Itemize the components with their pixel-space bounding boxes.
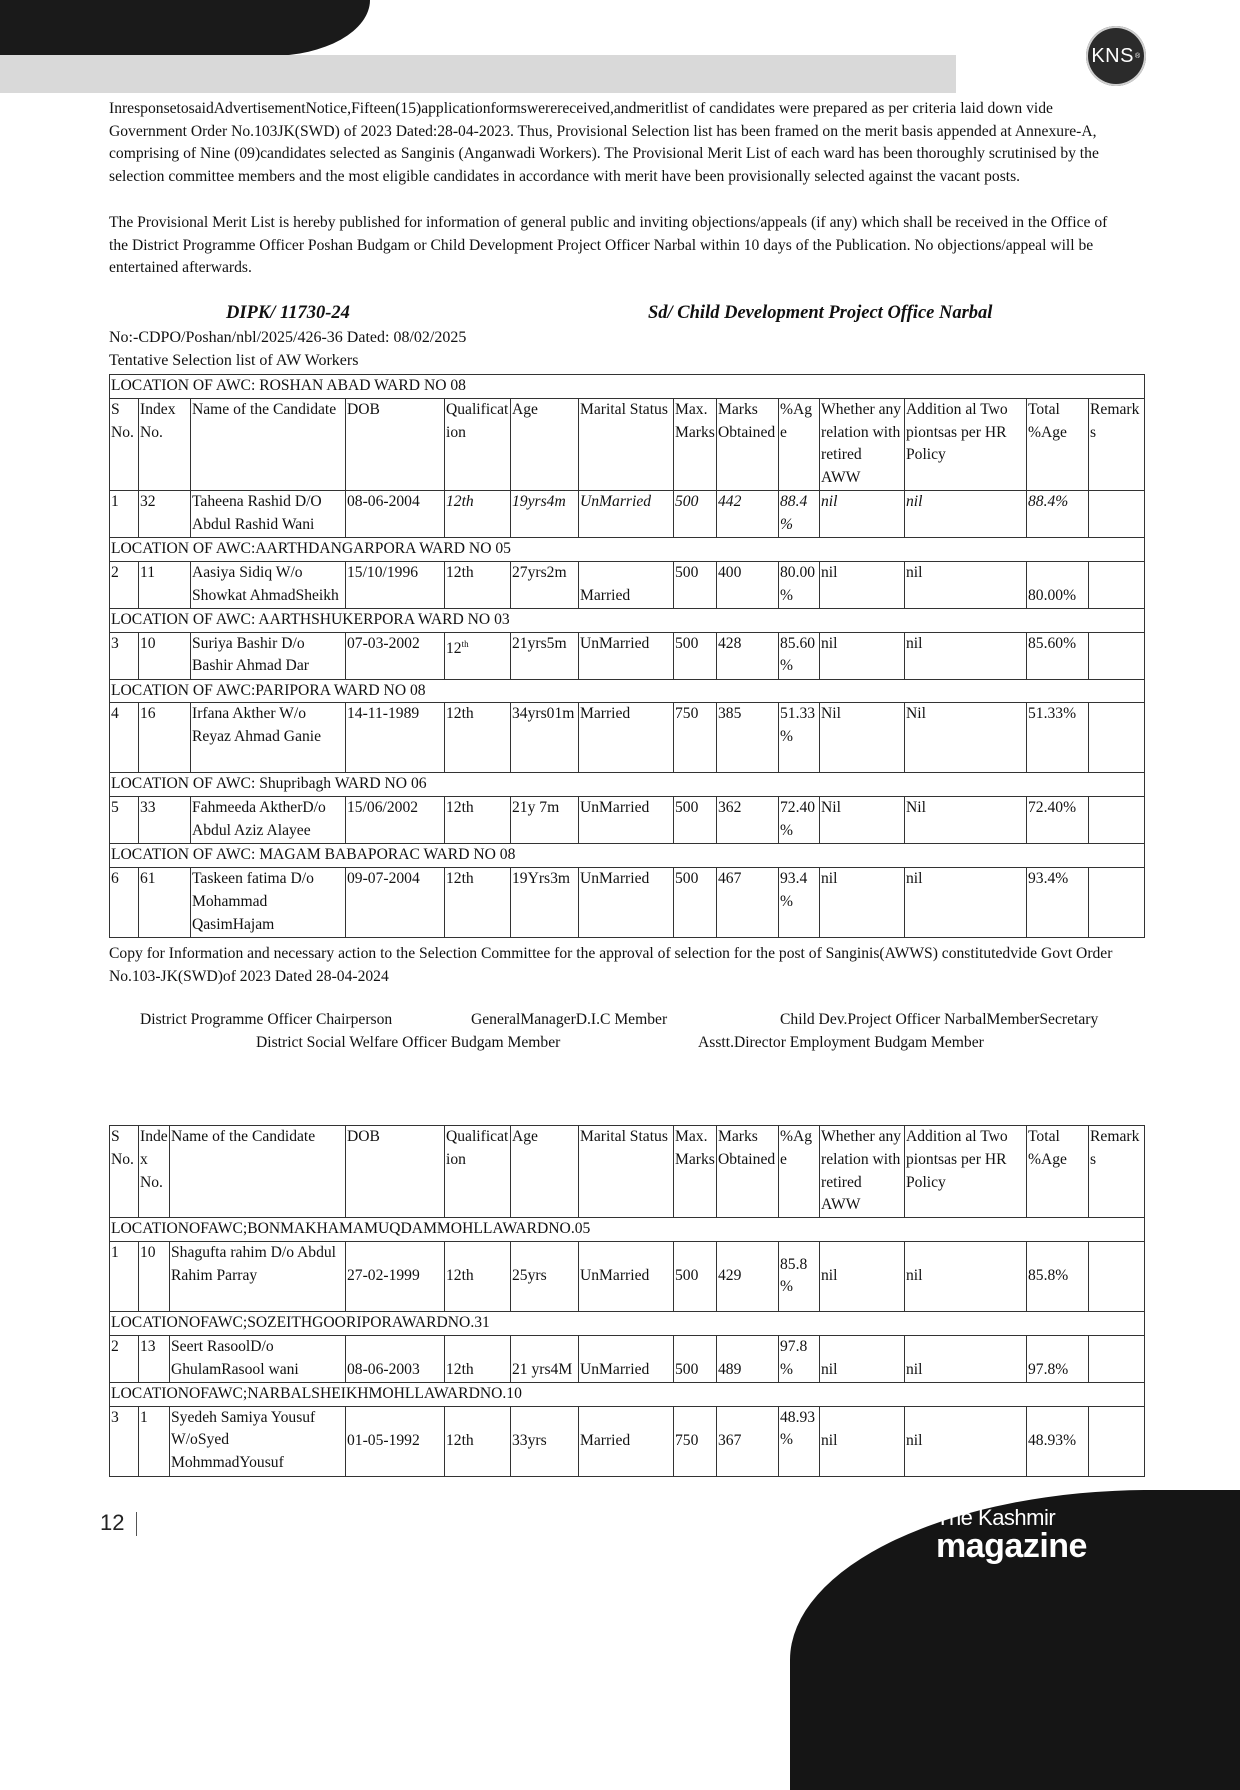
cell-addition: Nil: [905, 797, 1027, 844]
table-row: [110, 867, 1145, 937]
header-marks-obtained: Marks Obtained: [717, 1126, 779, 1218]
cell-max-marks: 500: [674, 1241, 717, 1311]
cell-sno: 2: [110, 1335, 139, 1382]
cell-marital: UnMarried: [579, 490, 674, 537]
cell-index: 11: [139, 561, 191, 608]
location-row: [110, 375, 1145, 399]
header-dob: DOB: [346, 398, 445, 490]
location-cell: LOCATION OF AWC: Shupribagh WARD NO 06: [110, 773, 1145, 797]
cell-name: Taheena Rashid D/O Abdul Rashid Wani: [191, 490, 346, 537]
cell-marks-obtained: 429: [717, 1241, 779, 1311]
table-row: [110, 1406, 1145, 1476]
header-max-marks: Max. Marks: [674, 398, 717, 490]
header-remarks: Remark s: [1089, 1126, 1145, 1218]
cell-remarks: [1089, 1406, 1145, 1476]
cell-marks-obtained: 442: [717, 490, 779, 537]
cell-index: 32: [139, 490, 191, 537]
cell-age: 34yrs01m: [511, 703, 579, 773]
cell-percent: 51.33 %: [779, 703, 820, 773]
header-index: Index No.: [139, 398, 191, 490]
cell-index: 61: [139, 867, 191, 937]
cell-sno: 5: [110, 797, 139, 844]
cell-sno: 6: [110, 867, 139, 937]
cell-age: 19yrs4m: [511, 490, 579, 537]
cell-dob: 15/10/1996: [346, 561, 445, 608]
kns-logo-text: KNS: [1091, 44, 1134, 67]
cell-relation: nil: [820, 1406, 905, 1476]
cell-name: Shagufta rahim D/o Abdul Rahim Parray: [170, 1241, 346, 1311]
location-cell: LOCATION OF AWC:PARIPORA WARD NO 08: [110, 679, 1145, 703]
kns-logo: [1086, 26, 1146, 86]
cell-max-marks: 500: [674, 632, 717, 679]
cell-marital: UnMarried: [579, 797, 674, 844]
cell-dob: 08-06-2004: [346, 490, 445, 537]
header-relation: Whether any relation with retired AWW: [820, 398, 905, 490]
header-dob: DOB: [346, 1126, 445, 1218]
header-qualification: Qualificat ion: [445, 398, 511, 490]
header-addition: Addition al Two piontsas per HR Policy: [905, 1126, 1027, 1218]
cell-marks-obtained: 385: [717, 703, 779, 773]
header-sno: S No.: [110, 1126, 139, 1218]
cell-age: 25yrs: [511, 1241, 579, 1311]
cell-percent: 88.4 %: [779, 490, 820, 537]
cell-name: Irfana Akther W/o Reyaz Ahmad Ganie: [191, 703, 346, 773]
header-row: [110, 398, 1145, 490]
location-cell: LOCATION OF AWC: AARTHSHUKERPORA WARD NO 03: [110, 608, 1145, 632]
header-index: Inde x No.: [139, 1126, 170, 1218]
cell-relation: nil: [820, 1335, 905, 1382]
cell-name: Taskeen fatima D/o Mohammad QasimHajam: [191, 867, 346, 937]
cell-sno: 1: [110, 490, 139, 537]
cell-qualification: 12th: [445, 867, 511, 937]
location-row: [110, 1218, 1145, 1242]
cell-index: 10: [139, 1241, 170, 1311]
cell-remarks: [1089, 1335, 1145, 1382]
cell-max-marks: 500: [674, 797, 717, 844]
table-row: [110, 797, 1145, 844]
cell-relation: nil: [820, 1241, 905, 1311]
cell-marital: UnMarried: [579, 632, 674, 679]
cell-max-marks: 500: [674, 1335, 717, 1382]
cell-marks-obtained: 489: [717, 1335, 779, 1382]
cell-addition: nil: [905, 561, 1027, 608]
header-percent: %Age: [779, 1126, 820, 1218]
cell-addition: nil: [905, 1406, 1027, 1476]
cell-percent: 80.00 %: [779, 561, 820, 608]
cell-marital: Married: [579, 703, 674, 773]
header-row: [110, 1126, 1145, 1218]
cell-addition: Nil: [905, 703, 1027, 773]
location-cell: LOCATION OF AWC: MAGAM BABAPORAC WARD NO 08: [110, 844, 1145, 868]
brand-line-1: The Kashmir: [936, 1505, 1056, 1530]
cell-total: 85.60%: [1027, 632, 1089, 679]
cell-relation: nil: [820, 632, 905, 679]
cell-name: Fahmeeda AktherD/o Abdul Aziz Alayee: [191, 797, 346, 844]
header-relation: Whether any relation with retired AWW: [820, 1126, 905, 1218]
cell-remarks: [1089, 561, 1145, 608]
location-row: [110, 773, 1145, 797]
cell-relation: nil: [820, 490, 905, 537]
dipk-number: DIPK/ 11730-24: [226, 303, 350, 323]
cell-percent: 97.8%: [779, 1335, 820, 1382]
signatory-dpo: District Programme Officer Chairperson: [140, 1011, 393, 1028]
copy-note: Copy for Information and necessary action to the Selection Committee for the approval of selection for the post of Sanginis(AWWS) constitutedvide Govt Order No.103-JK(SWD)of 2023 Dated 28-04-2024: [109, 945, 1113, 985]
cell-index: 1: [139, 1406, 170, 1476]
location-row: [110, 679, 1145, 703]
location-row: [110, 537, 1145, 561]
cell-remarks: [1089, 632, 1145, 679]
merit-table-2: [109, 1125, 1145, 1477]
header-name: Name of the Candidate: [170, 1126, 346, 1218]
cell-relation: nil: [820, 561, 905, 608]
cell-dob: 27-02-1999: [346, 1241, 445, 1311]
cell-marital: UnMarried: [579, 867, 674, 937]
header-qualification: Qualificat ion: [445, 1126, 511, 1218]
header-addition: Addition al Two piontsas per HR Policy: [905, 398, 1027, 490]
cell-age: 27yrs2m: [511, 561, 579, 608]
cell-index: 33: [139, 797, 191, 844]
location-row: [110, 1382, 1145, 1406]
cell-remarks: [1089, 1241, 1145, 1311]
cell-name: Syedeh Samiya Yousuf W/oSyed MohmmadYousuf: [170, 1406, 346, 1476]
location-cell: LOCATION OF AWC:AARTHDANGARPORA WARD NO 05: [110, 537, 1145, 561]
location-cell: LOCATIONOFAWC;NARBALSHEIKHMOHLLAWARDNO.10: [110, 1382, 1145, 1406]
cell-dob: 08-06-2003: [346, 1335, 445, 1382]
cell-dob: 09-07-2004: [346, 867, 445, 937]
cell-remarks: [1089, 490, 1145, 537]
cell-sno: 3: [110, 1406, 139, 1476]
cell-max-marks: 750: [674, 703, 717, 773]
cell-index: 10: [139, 632, 191, 679]
brand-line-2: magazine: [936, 1527, 1087, 1565]
header-black-band: [0, 0, 370, 56]
cell-remarks: [1089, 867, 1145, 937]
cell-total: 97.8%: [1027, 1335, 1089, 1382]
cell-max-marks: 500: [674, 561, 717, 608]
page-number: 12: [100, 1510, 125, 1535]
cell-dob: 14-11-1989: [346, 703, 445, 773]
cell-age: 21yrs5m: [511, 632, 579, 679]
location-row: [110, 608, 1145, 632]
table-row: [110, 1335, 1145, 1382]
cell-qualification: 12th: [445, 1335, 511, 1382]
cell-total: 88.4%: [1027, 490, 1089, 537]
cell-percent: 85.60 %: [779, 632, 820, 679]
cell-qualification: 12th: [445, 1241, 511, 1311]
table-row: [110, 561, 1145, 608]
cell-marks-obtained: 467: [717, 867, 779, 937]
cell-dob: 15/06/2002: [346, 797, 445, 844]
cell-qualification: 12th: [445, 1406, 511, 1476]
table-row: [110, 1241, 1145, 1311]
cell-marital: UnMarried: [579, 1335, 674, 1382]
cell-marital: Married: [579, 561, 674, 608]
cell-addition: nil: [905, 632, 1027, 679]
header-marital: Marital Status: [579, 398, 674, 490]
intro-paragraph-1: InresponsetosaidAdvertisementNotice,Fifteen(15)applicationformswerereceived,andmeritlist of candidates were prepared as per criteria laid down vide Government Order No.103JK(SWD) of 2023 Dated:28-04-2023. Thus, Provisional Selection list has been framed on the merit basis appended at Annexure-A, comprising of Nine (09)candidates selected as Sanginis (Anganwadi Workers). The Provisional Merit List of each ward has been thoroughly scrutinised by the selection committee members and the most eligible candidates in accordance with merit have been provisionally selected against the vacant posts.: [109, 100, 1099, 186]
signatory-cdpo: Child Dev.Project Officer NarbalMemberSecretary: [780, 1011, 1099, 1028]
intro-paragraph-2: The Provisional Merit List is hereby published for information of general public and inviting objections/appeals (if any) which shall be received in the Office of the District Programme Officer Poshan Budgam or Child Development Project Officer Narbal within 10 days of the Publication. No objections/appeal will be entertained afterwards.: [109, 214, 1108, 277]
cell-qualification: 12th: [445, 703, 511, 773]
cell-percent: 48.93 %: [779, 1406, 820, 1476]
cell-dob: 01-05-1992: [346, 1406, 445, 1476]
list-title: Tentative Selection list of AW Workers: [109, 352, 359, 369]
location-cell: LOCATIONOFAWC;SOZEITHGOORIPORAWARDNO.31: [110, 1311, 1145, 1335]
cell-marital: Married: [579, 1406, 674, 1476]
page-number-divider: [136, 1512, 137, 1536]
location-row: [110, 1311, 1145, 1335]
signatory-employment: Asstt.Director Employment Budgam Member: [698, 1034, 984, 1051]
cell-marks-obtained: 428: [717, 632, 779, 679]
magazine-logo: [936, 1507, 1087, 1563]
cell-remarks: [1089, 703, 1145, 773]
cell-qualification: 12th: [445, 797, 511, 844]
cell-addition: nil: [905, 490, 1027, 537]
cell-percent: 85.8 %: [779, 1241, 820, 1311]
cell-relation: Nil: [820, 703, 905, 773]
table-row: [110, 703, 1145, 773]
cell-max-marks: 500: [674, 867, 717, 937]
cell-marks-obtained: 367: [717, 1406, 779, 1476]
signatory-gm-dic: GeneralManagerD.I.C Member: [471, 1011, 668, 1028]
cell-max-marks: 750: [674, 1406, 717, 1476]
cell-max-marks: 500: [674, 490, 717, 537]
cell-sno: 1: [110, 1241, 139, 1311]
cell-age: 21 yrs4M: [511, 1335, 579, 1382]
cell-total: 80.00%: [1027, 561, 1089, 608]
location-cell: LOCATION OF AWC: ROSHAN ABAD WARD NO 08: [110, 375, 1145, 399]
header-remarks: Remark s: [1089, 398, 1145, 490]
cell-age: 33yrs: [511, 1406, 579, 1476]
table-row: [110, 490, 1145, 537]
cell-relation: nil: [820, 867, 905, 937]
table-row: [110, 632, 1145, 679]
header-age: Age: [511, 398, 579, 490]
location-row: [110, 844, 1145, 868]
cell-total: 72.40%: [1027, 797, 1089, 844]
header-total: Total %Age: [1027, 398, 1089, 490]
qualification-suffix: th: [461, 638, 469, 649]
header-grey-band: [0, 55, 956, 93]
cell-name: Suriya Bashir D/o Bashir Ahmad Dar: [191, 632, 346, 679]
qualification-value: 12: [446, 639, 462, 657]
cell-qualification: 12th: [445, 490, 511, 537]
cell-remarks: [1089, 797, 1145, 844]
cell-total: 93.4%: [1027, 867, 1089, 937]
header-total: Total %Age: [1027, 1126, 1089, 1218]
cell-name: Seert RasoolD/o GhulamRasool wani: [170, 1335, 346, 1382]
cell-marital: UnMarried: [579, 1241, 674, 1311]
cell-name: Aasiya Sidiq W/o Showkat AhmadSheikh: [191, 561, 346, 608]
cell-addition: nil: [905, 867, 1027, 937]
cell-addition: nil: [905, 1241, 1027, 1311]
cell-percent: 72.40 %: [779, 797, 820, 844]
cell-total: 48.93%: [1027, 1406, 1089, 1476]
cell-sno: 3: [110, 632, 139, 679]
registered-mark: ®: [1134, 52, 1141, 60]
cell-percent: 93.4 %: [779, 867, 820, 937]
header-percent: %Age: [779, 398, 820, 490]
header-name: Name of the Candidate: [191, 398, 346, 490]
cell-age: 19Yrs3m: [511, 867, 579, 937]
header-sno: S No.: [110, 398, 139, 490]
cell-addition: nil: [905, 1335, 1027, 1382]
cell-total: 51.33%: [1027, 703, 1089, 773]
location-cell: LOCATIONOFAWC;BONMAKHAMAMUQDAMMOHLLAWARDNO.05: [110, 1218, 1145, 1242]
header-max-marks: Max. Marks: [674, 1126, 717, 1218]
signatory-dswo: District Social Welfare Officer Budgam Member: [256, 1034, 561, 1051]
cell-relation: Nil: [820, 797, 905, 844]
cell-total: 85.8%: [1027, 1241, 1089, 1311]
reference-number: No:-CDPO/Poshan/nbl/2025/426-36 Dated: 08/02/2025: [109, 329, 467, 346]
cell-sno: 4: [110, 703, 139, 773]
signature-line: Sd/ Child Development Project Office Narbal: [648, 303, 993, 323]
cell-marks-obtained: 400: [717, 561, 779, 608]
cell-dob: 07-03-2002: [346, 632, 445, 679]
cell-qualification: [445, 632, 511, 679]
cell-index: 16: [139, 703, 191, 773]
header-age: Age: [511, 1126, 579, 1218]
cell-index: 13: [139, 1335, 170, 1382]
cell-qualification: 12th: [445, 561, 511, 608]
cell-age: 21y 7m: [511, 797, 579, 844]
cell-marks-obtained: 362: [717, 797, 779, 844]
merit-table-1: [109, 374, 1145, 938]
cell-sno: 2: [110, 561, 139, 608]
header-marital: Marital Status: [579, 1126, 674, 1218]
header-marks-obtained: Marks Obtained: [717, 398, 779, 490]
